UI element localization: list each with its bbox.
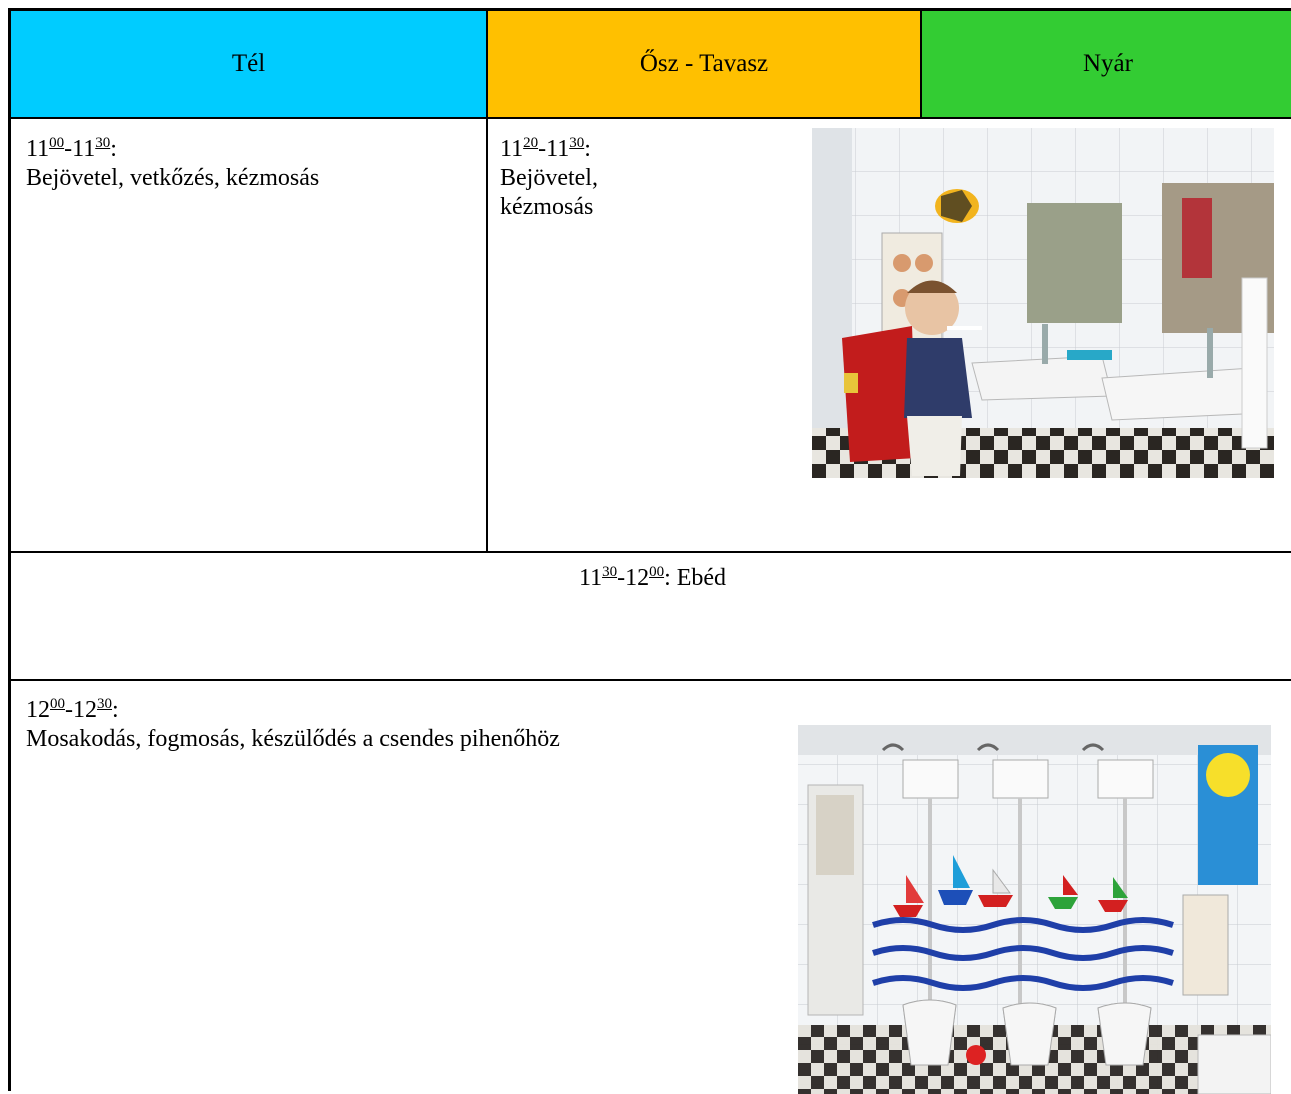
row3-desc: Mosakodás, fogmosás, készülődés a csendes pihenőhöz	[26, 726, 560, 752]
row3-time: $12^{00}-12^{30}$:	[26, 696, 119, 723]
header-summer	[922, 11, 1291, 117]
row1-winter-time: $11^{00}-11^{30}$:	[26, 135, 117, 162]
header-autumn-spring-label: Ősz - Tavasz	[639, 50, 769, 77]
row2-lunch	[11, 564, 1291, 593]
schedule-table	[8, 8, 1291, 1091]
photo-toddler-brushing-teeth	[812, 128, 1274, 478]
header-winter	[11, 11, 486, 117]
row1-autumn-cell	[500, 135, 800, 222]
row1-winter-desc: Bejövetel, vetkőzés, kézmosás	[26, 165, 320, 191]
row1-winter-cell	[26, 135, 476, 193]
header-winter-label: Tél	[231, 50, 266, 77]
row1-autumn-time: $11^{20}-11^{30}$:	[500, 135, 591, 162]
row1-autumn-desc-line1: Bejövetel,	[500, 165, 598, 191]
row1-autumn-desc-line2: kézmosás	[500, 194, 594, 220]
row2-time: $11^{30}-12^{00}$:	[578, 564, 671, 591]
photo-bathroom-icon	[798, 725, 1271, 1094]
header-summer-label: Nyár	[1083, 50, 1133, 77]
header-autumn-spring	[488, 11, 920, 117]
row2-desc: Ebéd	[676, 565, 727, 591]
row3-cell	[26, 696, 786, 754]
photo-toddler-icon	[812, 128, 1274, 478]
photo-bathroom-toilets	[798, 725, 1271, 1094]
